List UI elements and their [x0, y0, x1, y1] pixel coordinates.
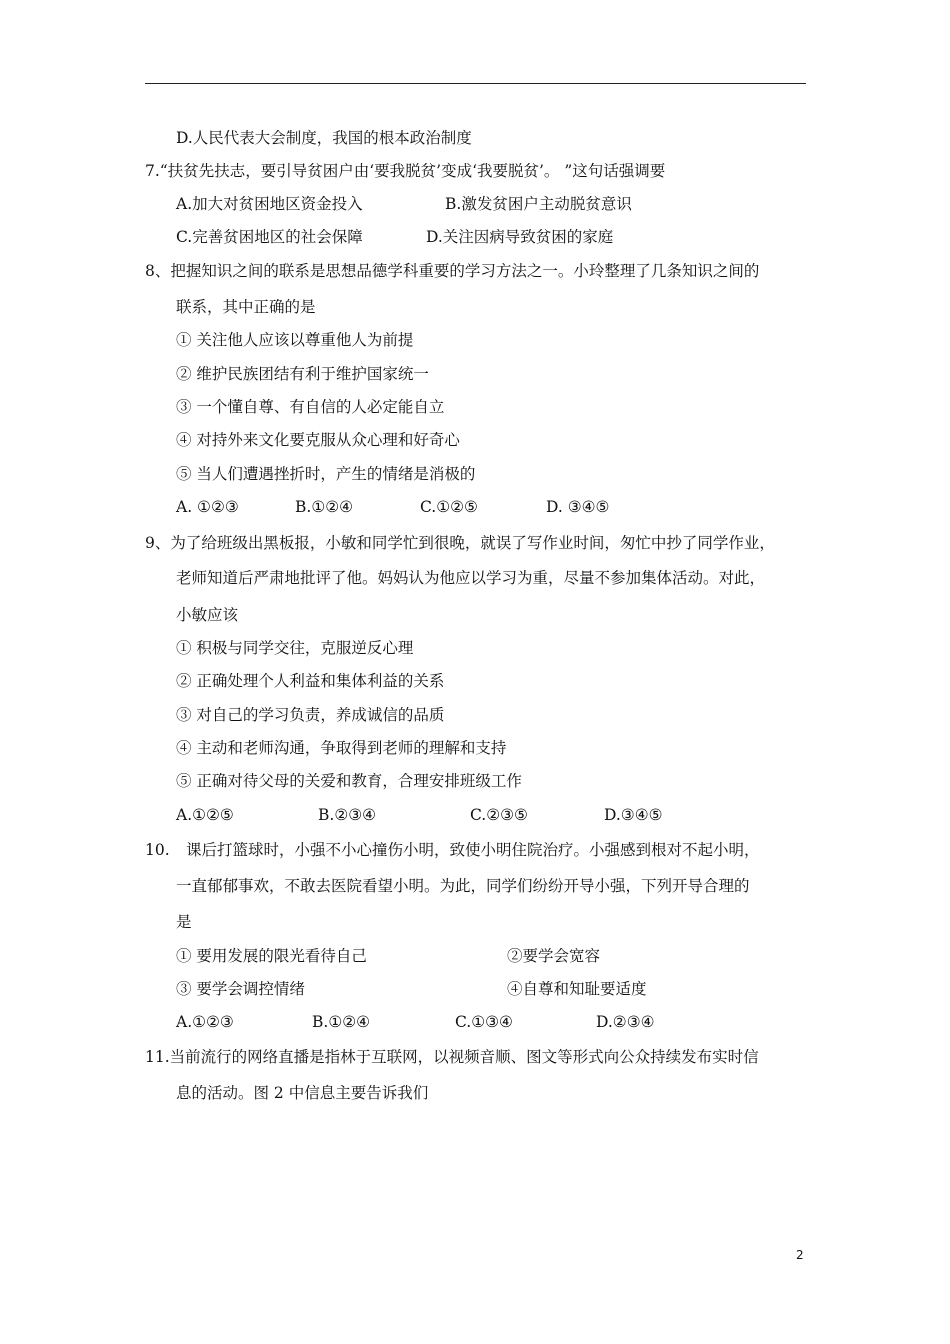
q9-statement-1: ① 积极与同学交往，克服逆反心理 — [176, 639, 414, 657]
q9-statement-2: ② 正确处理个人利益和集体利益的关系 — [176, 672, 445, 690]
q10-statement-3: ③ 要学会调控情绪 — [176, 980, 305, 998]
q9-statement-4: ④ 主动和老师沟通，争取得到老师的理解和支持 — [176, 739, 507, 757]
q10-stem-line2: 一直郁郁事欢，不敢去医院看望小明。为此，同学们纷纷开导小强，下列开导合理的 — [176, 877, 750, 895]
q11-stem-line2: 息的活动。图 2 中信息主要告诉我们 — [176, 1084, 429, 1102]
q6-option-d: D.人民代表大会制度，我国的根本政治制度 — [176, 129, 472, 147]
q8-statement-1: ① 关注他人应该以尊重他人为前提 — [176, 331, 414, 349]
q8-statement-3: ③ 一个懂自尊、有自信的人必定能自立 — [176, 398, 445, 416]
q10-statement-2: ②要学会宽容 — [507, 947, 601, 965]
q10-statement-4: ④自尊和知耻要适度 — [507, 980, 647, 998]
q9-option-b: B.②③④ — [318, 806, 377, 824]
q8-option-c: C.①②⑤ — [420, 498, 478, 516]
q9-statement-5: ⑤ 正确对待父母的关爱和教育，合理安排班级工作 — [176, 772, 522, 790]
q7-stem: 7.“扶贫先扶志，要引导贫困户由‘要我脱贫’变成‘我要脱贫’。 ”这句话强调要 — [145, 162, 666, 180]
q7-option-c: C.完善贫困地区的社会保障 — [176, 228, 363, 246]
q9-statement-3: ③ 对自己的学习负责，养成诚信的品质 — [176, 706, 445, 724]
q10-option-c: C.①③④ — [455, 1013, 513, 1031]
q8-stem-line2: 联系，其中正确的是 — [176, 298, 316, 316]
header-rule — [145, 83, 806, 84]
q10-stem-line1: 课后打篮球时，小强不小心撞伤小明，致使小明住院治疗。小强感到根对不起小明， — [186, 841, 760, 859]
q7-option-b: B.激发贫困户主动脱贫意识 — [445, 195, 632, 213]
page-number: 2 — [796, 1248, 804, 1262]
q8-statement-5: ⑤ 当人们遭遇挫折时，产生的情绪是消极的 — [176, 465, 476, 483]
q8-option-b: B.①②④ — [295, 498, 354, 516]
q9-option-d: D.③④⑤ — [604, 806, 663, 824]
q7-option-a: A.加大对贫困地区资金投入 — [176, 195, 363, 213]
q9-stem-line3: 小敏应该 — [176, 606, 239, 624]
q9-stem-line2: 老师知道后严肃地批评了他。妈妈认为他应以学习为重，尽量不参加集体活动。对此， — [176, 569, 766, 587]
q8-option-d: D. ③④⑤ — [546, 498, 610, 516]
q10-number: 10. — [145, 841, 170, 859]
q8-stem-line1: 8、把握知识之间的联系是思想品德学科重要的学习方法之一。小玲整理了几条知识之间的 — [145, 262, 760, 280]
q10-option-b: B.①②④ — [312, 1013, 371, 1031]
q8-statement-2: ② 维护民族团结有利于维护国家统一 — [176, 365, 429, 383]
q9-option-a: A.①②⑤ — [176, 806, 234, 824]
q10-statement-1: ① 要用发展的限光看待自己 — [176, 947, 367, 965]
q10-option-d: D.②③④ — [596, 1013, 655, 1031]
q10-option-a: A.①②③ — [176, 1013, 234, 1031]
q7-option-d: D.关注因病导致贫困的家庭 — [426, 228, 614, 246]
q8-statement-4: ④ 对持外来文化要克服从众心理和好奇心 — [176, 431, 460, 449]
q9-option-c: C.②③⑤ — [470, 806, 528, 824]
q9-stem-line1: 9、为了给班级出黑板报，小敏和同学忙到很晚，就误了写作业时间，匆忙中抄了同学作业， — [145, 534, 775, 552]
q8-option-a: A. ①②③ — [176, 498, 239, 516]
q10-stem-line3: 是 — [176, 913, 192, 931]
q11-stem-line1: 11.当前流行的网络直播是指林于互联网，以视频音顺、图文等形式向公众持续发布实时信 — [145, 1048, 759, 1066]
